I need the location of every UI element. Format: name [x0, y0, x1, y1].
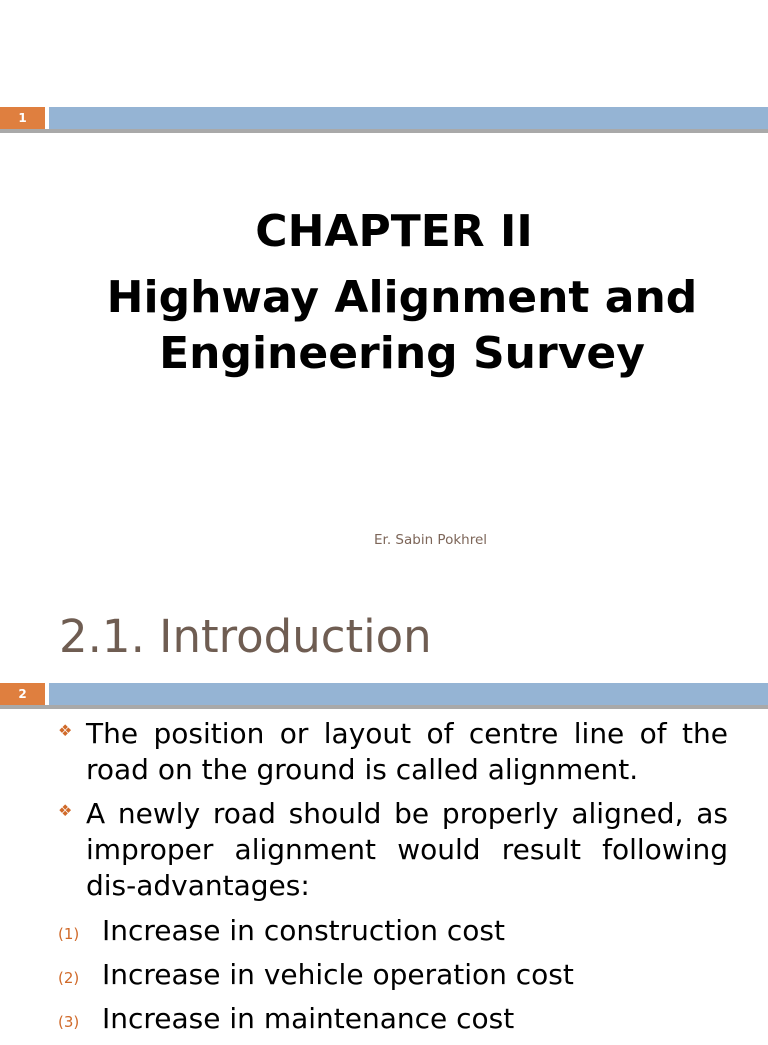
numbered-item: [58, 1001, 748, 1037]
numbered-item: [58, 913, 748, 949]
numbered-list: [58, 913, 748, 1045]
slide-title-line-1: Highway Alignment and: [106, 272, 698, 323]
section-heading: 2.1. Introduction: [59, 610, 432, 663]
bullet-item: [58, 716, 728, 788]
bullet-text: A newly road should be properly aligned, as improper alignment would result following dis-advantages:: [86, 797, 728, 902]
header-stripe: [49, 107, 768, 129]
bullet-list: [58, 716, 728, 912]
chapter-title: CHAPTER II: [255, 206, 533, 257]
diamond-bullet-icon: ❖: [58, 721, 73, 740]
slide-1-header-bar: [0, 107, 768, 133]
diamond-bullet-icon: ❖: [58, 801, 73, 820]
numbered-item-text: Increase in construction cost: [102, 914, 505, 947]
header-stripe: [49, 683, 768, 705]
number-marker: (1): [58, 925, 80, 943]
numbered-item: [58, 957, 748, 993]
slide-title-line-2: Engineering Survey: [159, 328, 645, 379]
number-marker: (2): [58, 969, 80, 987]
slide-2-header-bar: [0, 683, 768, 709]
slide-title: [0, 270, 768, 382]
number-marker: (3): [58, 1013, 80, 1031]
bullet-item: [58, 796, 728, 904]
slide-number-1: 1: [0, 107, 45, 129]
numbered-item-text: Increase in vehicle operation cost: [102, 958, 574, 991]
bullet-text: The position or layout of centre line of the road on the ground is called alignment.: [86, 717, 728, 786]
header-shadow: [0, 705, 768, 709]
author-name: Er. Sabin Pokhrel: [374, 532, 488, 548]
header-shadow: [0, 129, 768, 133]
slide-number-2: 2: [0, 683, 45, 705]
numbered-item-text: Increase in maintenance cost: [102, 1002, 515, 1035]
